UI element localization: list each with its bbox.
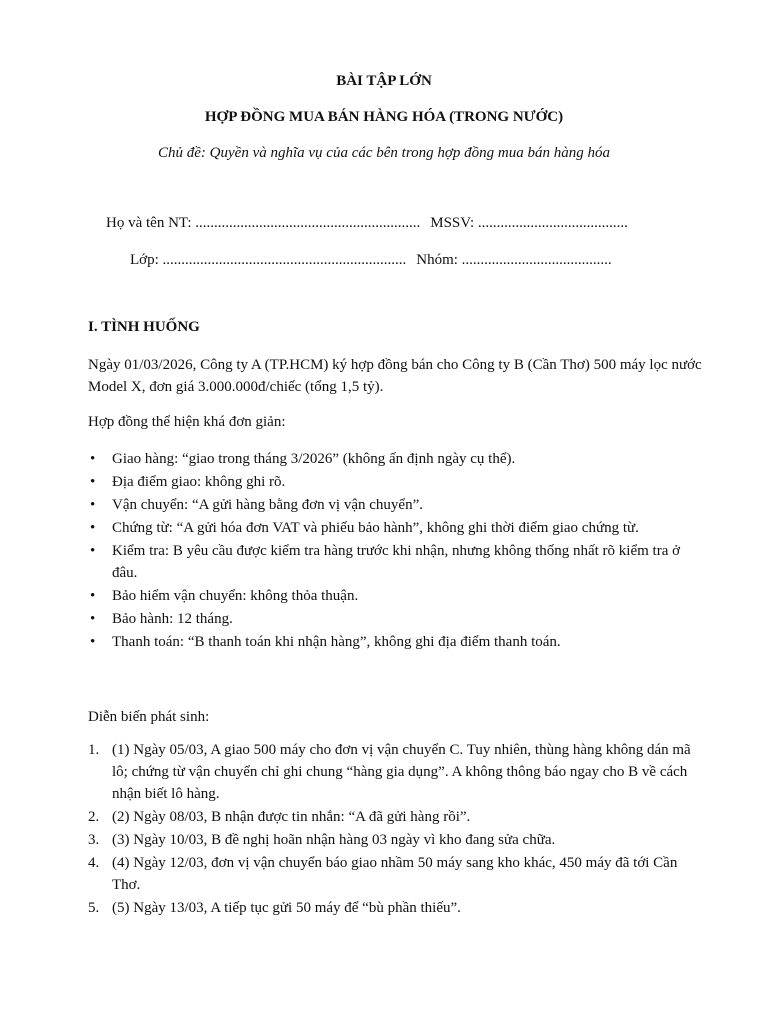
class-field: Lớp: ................................................................. [130,252,407,268]
list-item-text: (4) Ngày 12/03, đơn vị vận chuyển báo giao nhầm 50 máy sang kho khác, 450 máy đã tới Cần Thơ. [112,855,678,893]
contract-terms-list [88,448,708,654]
group-field: Nhóm: ........................................ [416,252,612,268]
bullet-icon: • [90,543,96,559]
student-id-field: MSSV: ........................................ [430,215,628,231]
list-item-text: Thanh toán: “B thanh toán khi nhận hàng”, không ghi địa điểm thanh toán. [112,634,561,650]
list-number: 4. [88,855,100,871]
list-number: 2. [88,809,100,825]
document-topic: Chủ đề: Quyền và nghĩa vụ của các bên trong hợp đồng mua bán hàng hóa [158,145,610,161]
list-item [88,494,708,516]
list-item-text: Vận chuyển: “A gửi hàng bằng đơn vị vận chuyển”. [112,497,423,513]
document-subtitle: HỢP ĐỒNG MUA BÁN HÀNG HÓA (TRONG NƯỚC) [204,109,564,125]
student-name-field: Họ và tên NT: ............................................................ [106,215,421,231]
bullet-icon: • [90,497,96,513]
list-item [88,608,708,630]
bullet-icon: • [90,451,96,467]
events-list [88,739,708,920]
list-item-text: (5) Ngày 13/03, A tiếp tục gửi 50 máy để “bù phần thiếu”. [112,900,461,916]
contract-lead: Hợp đồng thể hiện khá đơn giản: [88,414,286,430]
list-item-text: Bảo hiểm vận chuyển: không thỏa thuận. [112,588,359,604]
list-item-text: Giao hàng: “giao trong tháng 3/2026” (không ấn định ngày cụ thể). [112,451,516,467]
list-number: 1. [88,742,100,758]
bullet-icon: • [90,474,96,490]
section-heading: I. TÌNH HUỐNG [88,319,200,335]
list-item-text: (3) Ngày 10/03, B đề nghị hoãn nhận hàng 03 ngày vì kho đang sửa chữa. [112,832,556,848]
list-item [88,585,708,607]
list-item [88,852,708,896]
list-item [88,829,708,851]
list-item-text: Chứng từ: “A gửi hóa đơn VAT và phiếu bảo hành”, không ghi thời điểm giao chứng từ. [112,520,639,536]
list-item-text: (2) Ngày 08/03, B nhận được tin nhắn: “A đã gửi hàng rồi”. [112,809,471,825]
list-item [88,806,708,828]
list-item-text: (1) Ngày 05/03, A giao 500 máy cho đơn vị vận chuyển C. Tuy nhiên, thùng hàng không dán mã lô; chứng từ vận chuyển chỉ ghi chung “hàng gia dụng”. A không thông báo ngay cho B về cách nhận biết lô hàng. [112,742,691,802]
list-item-text: Địa điểm giao: không ghi rõ. [112,474,286,490]
document-title: BÀI TẬP LỚN [336,73,432,89]
class-info-row [130,252,612,269]
list-item [88,739,708,805]
list-item [88,897,708,919]
list-item [88,448,708,470]
bullet-icon: • [90,611,96,627]
list-item-text: Bảo hành: 12 tháng. [112,611,233,627]
list-item [88,517,708,539]
events-lead: Diễn biến phát sinh: [88,709,210,725]
list-item [88,540,708,584]
list-item [88,631,708,653]
list-number: 5. [88,900,100,916]
bullet-icon: • [90,520,96,536]
bullet-icon: • [90,634,96,650]
student-info-row [106,215,628,232]
list-item [88,471,708,493]
list-number: 3. [88,832,100,848]
bullet-icon: • [90,588,96,604]
situation-intro: Ngày 01/03/2026, Công ty A (TP.HCM) ký hợp đồng bán cho Công ty B (Cần Thơ) 500 máy lọc nước Model X, đơn giá 3.000.000đ/chiếc (tổng 1,5 tỷ). [88,357,702,395]
list-item-text: Kiểm tra: B yêu cầu được kiểm tra hàng trước khi nhận, nhưng không thống nhất rõ kiểm tra ở đâu. [112,543,681,581]
